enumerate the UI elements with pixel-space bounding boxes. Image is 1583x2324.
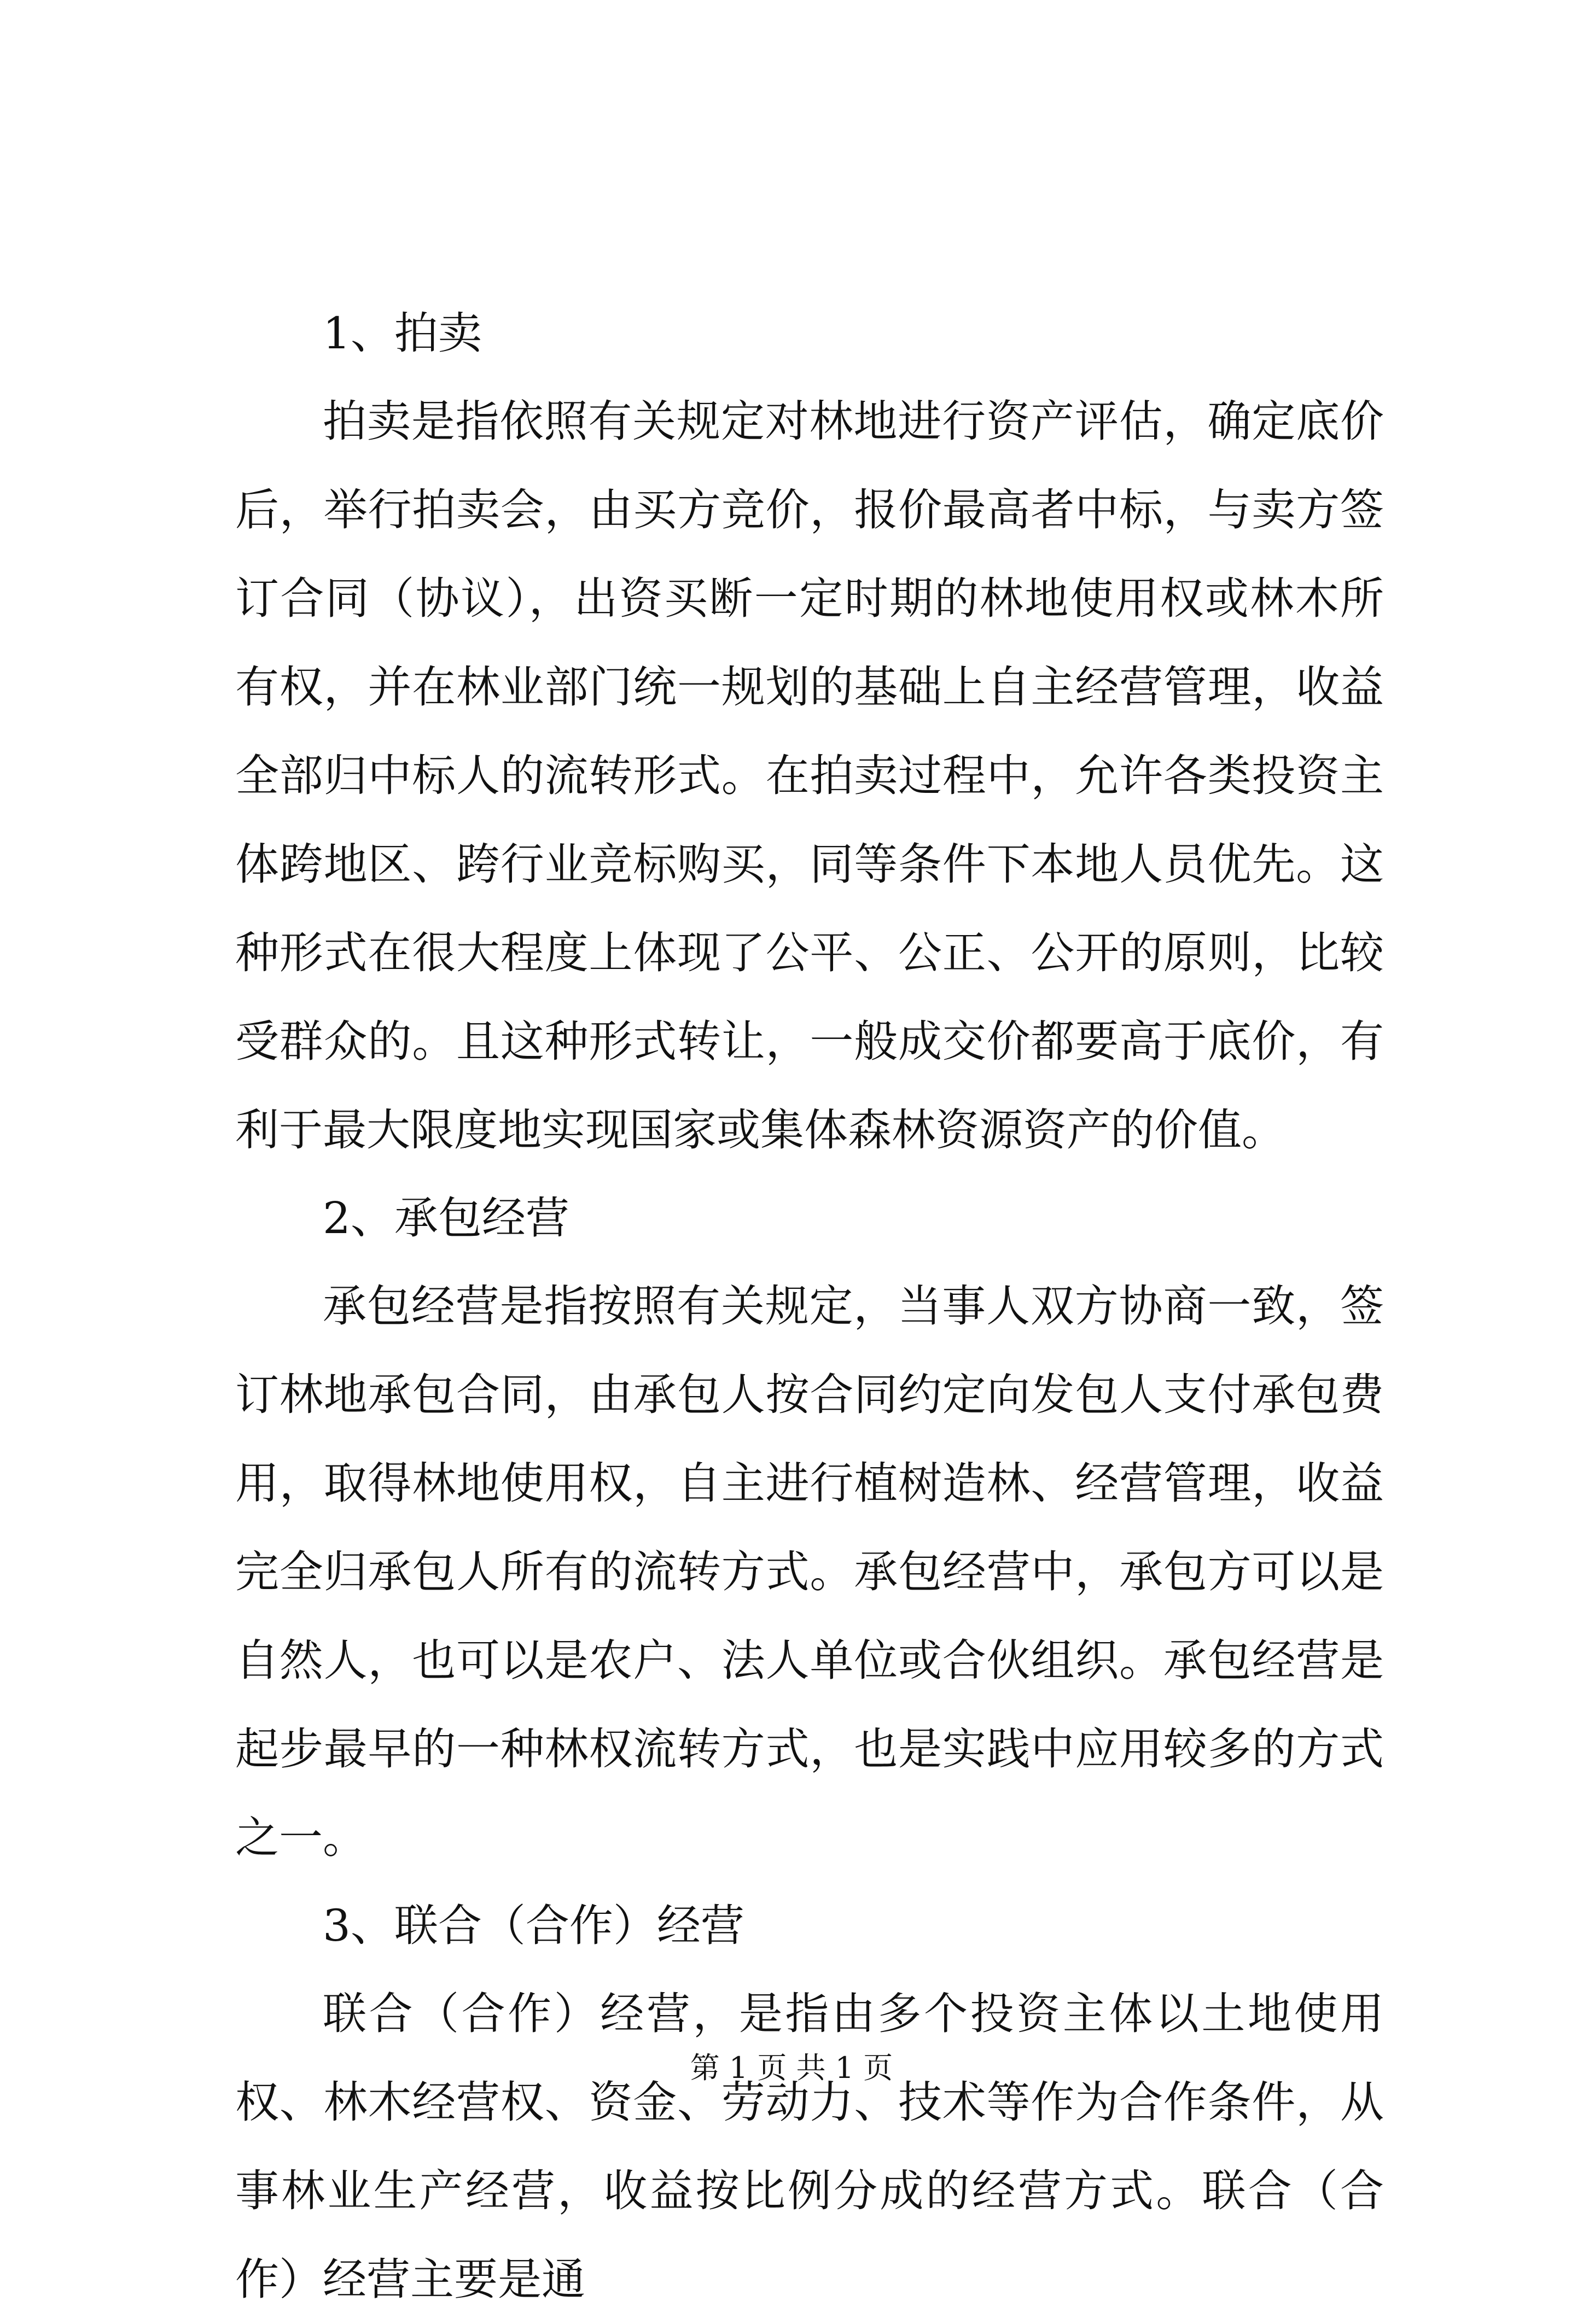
section-2 xyxy=(235,1175,1384,1882)
document-body xyxy=(235,290,1384,2324)
section-heading: 1、拍卖 xyxy=(323,308,482,359)
section-3 xyxy=(235,1882,1384,2324)
section-heading: 2、承包经营 xyxy=(323,1193,569,1243)
section-paragraph: 拍卖是指依照有关规定对林地进行资产评估，确定底价后，举行拍卖会，由买方竞价，报价最高者中标，与卖方签订合同（协议），出资买断一定时期的林地使用权或林木所有权，并在林业部门统一规划的基础上自主经营管理，收益全部归中标人的流转形式。在拍卖过程中，允许各类投资主体跨地区、跨行业竞标购买，同等条件下本地人员优先。这种形式在很大程度上体现了公平、公正、公开的原则，比较受群众的。且这种形式转让，一般成交价都要高于底价，有利于最大限度地实现国家或集体森林资源资产的价值。 xyxy=(235,396,1384,1155)
section-1 xyxy=(235,290,1384,1175)
section-paragraph: 联合（合作）经营，是指由多个投资主体以土地使用权、林木经营权、资金、劳动力、技术等作为合作条件，从事林业生产经营，收益按比例分成的经营方式。联合（合作）经营主要是通 xyxy=(235,1988,1384,2305)
section-paragraph: 承包经营是指按照有关规定，当事人双方协商一致，签订林地承包合同，由承包人按合同约定向发包人支付承包费用，取得林地使用权，自主进行植树造林、经营管理，收益完全归承包人所有的流转方式。承包经营中，承包方可以是自然人，也可以是农户、法人单位或合伙组织。承包经营是起步最早的一种林权流转方式，也是实践中应用较多的方式之一。 xyxy=(235,1281,1384,1863)
page-footer: 第 1 页 共 1 页 xyxy=(690,2051,893,2085)
section-heading: 3、联合（合作）经营 xyxy=(323,1900,744,1951)
